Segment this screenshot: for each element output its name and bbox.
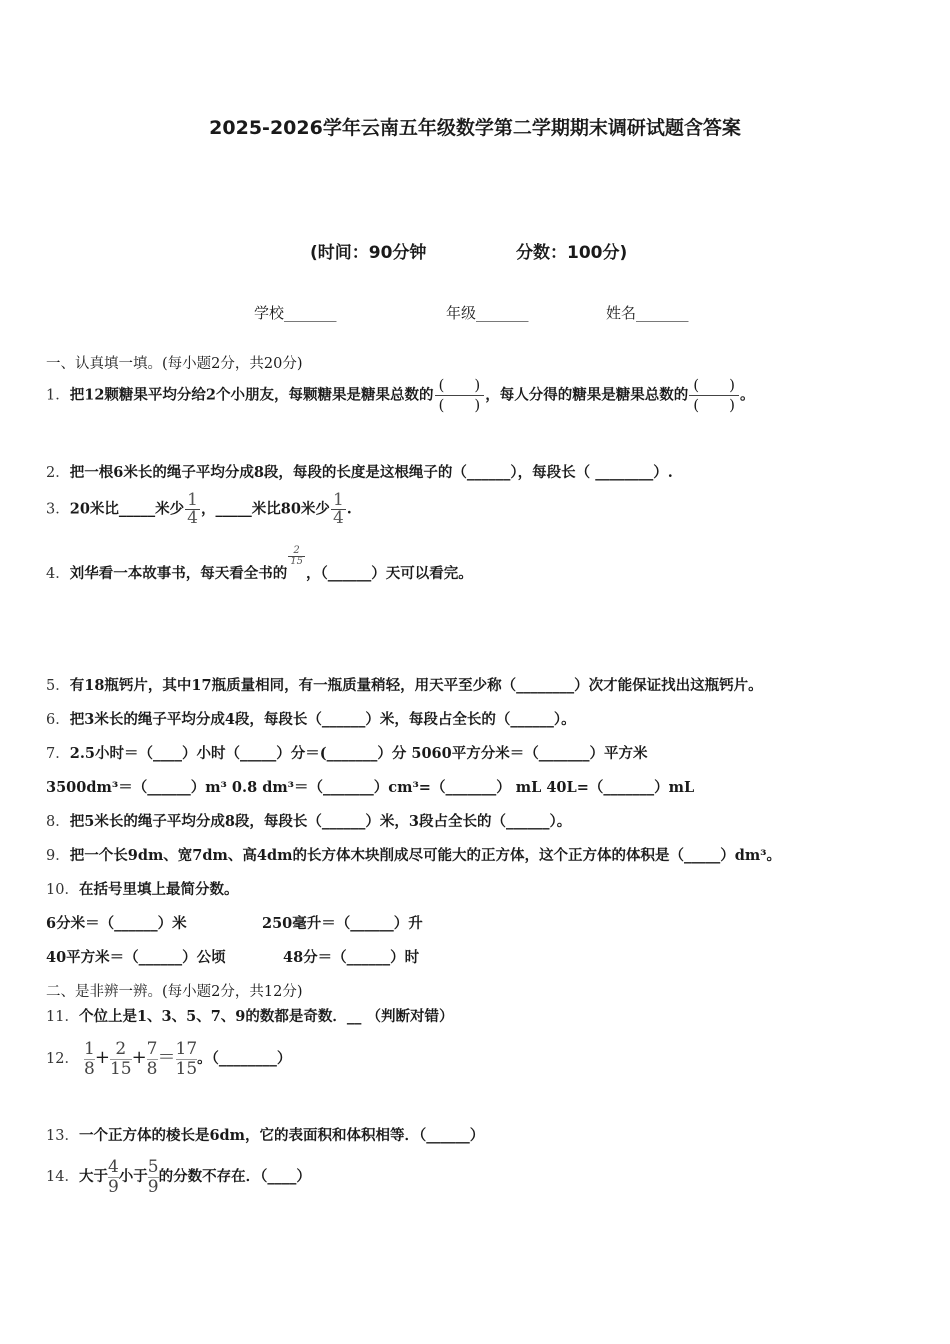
question-number: 3． <box>46 501 70 518</box>
question-text: 个位上是1、3、5、7、9的数都是奇数．__ （判断对错） <box>78 1008 454 1025</box>
question-3 <box>46 492 352 527</box>
question-number: 7． <box>46 746 70 762</box>
numerator: 17 <box>175 1039 198 1059</box>
numerator: 1 <box>332 490 344 510</box>
question-text: 一个正方体的棱长是6dm，它的表面积和体积相等．（______） <box>78 1127 485 1144</box>
question-1 <box>46 376 754 415</box>
denominator: 4 <box>187 508 198 528</box>
question-10-a: 6分米＝（______）米 <box>46 915 187 932</box>
question-text: 20米比_____米少 <box>69 500 185 518</box>
question-text: 。（________） <box>197 1050 292 1068</box>
question-text: 2.5小时＝（____）小时（_____）分＝(_______）分 5060平方分米＝（_______）平方米 <box>69 745 648 762</box>
question-7-line-2 <box>46 776 694 797</box>
question-number: 14． <box>46 1169 79 1186</box>
question-5 <box>46 674 763 695</box>
question-number: 5． <box>46 678 70 694</box>
question-14 <box>46 1158 311 1196</box>
plus-sign: + <box>94 1047 110 1069</box>
question-9 <box>46 844 781 865</box>
numerator: 2 <box>115 1039 127 1059</box>
fraction-one-quarter <box>331 492 346 527</box>
question-10-d: 48分＝（______）时 <box>283 949 420 966</box>
blank-denominator: ( ) <box>435 395 485 415</box>
plus-sign: + <box>131 1047 147 1069</box>
denominator: 9 <box>147 1176 159 1197</box>
fraction-seven-eighths <box>147 1040 158 1078</box>
question-text: 把一个长9dm、宽7dm、高4dm的长方体木块削成尽可能大的正方体，这个正方体的体积是（_____）dm³。 <box>69 847 782 864</box>
question-number: 11． <box>46 1009 79 1025</box>
numerator: 7 <box>146 1039 158 1059</box>
question-10-b: 250毫升＝（______）升 <box>262 915 423 932</box>
question-text: 有18瓶钙片，其中17瓶质量相同，有一瓶质量稍轻，用天平至少称（________）次才能保证找出这瓶钙片。 <box>69 677 763 694</box>
fraction-two-fifteenths <box>110 1040 132 1078</box>
fraction-seventeen-fifteenths <box>176 1040 198 1078</box>
exam-time: (时间：90分钟 <box>310 243 427 263</box>
question-text: 把3米长的绳子平均分成4段，每段长（______）米，每段占全长的（______）。 <box>69 711 576 728</box>
question-11 <box>46 1005 453 1026</box>
question-text: 把12颗糖果平均分给2个小朋友，每颗糖果是糖果总数的 <box>69 386 434 404</box>
question-text: 大于 <box>78 1168 108 1186</box>
question-text: 刘华看一本故事书，每天看全书的 <box>69 565 288 582</box>
question-number: 4． <box>46 566 70 582</box>
question-number: 12． <box>46 1051 79 1068</box>
question-text: 把一根6米长的绳子平均分成8段，每段的长度是这根绳子的（______），每段长（ ________）. <box>69 464 673 481</box>
name-field[interactable]: 姓名_______ <box>606 304 689 322</box>
question-text: 3500dm³＝（______）m³ 0.8 dm³＝（_______）cm³=（_______） mL 40L=（_______）mL <box>46 779 695 796</box>
grade-field[interactable]: 年级_______ <box>446 304 529 322</box>
section-1-heading: 一、认真填一填。(每小题2分，共20分) <box>46 356 303 372</box>
question-2 <box>46 461 673 482</box>
fraction-five-ninths <box>148 1158 159 1196</box>
question-7 <box>46 742 647 763</box>
question-text: . <box>346 500 352 518</box>
question-number: 6． <box>46 712 70 728</box>
question-number: 1． <box>46 387 70 404</box>
question-text: ，每人分得的糖果是糖果总数的 <box>485 386 689 404</box>
question-text: 。 <box>739 386 755 404</box>
question-number: 8． <box>46 814 70 830</box>
numerator: 4 <box>107 1157 119 1177</box>
denominator: 4 <box>332 508 344 528</box>
blank-fraction[interactable] <box>689 376 739 415</box>
denominator: 15 <box>290 555 303 567</box>
question-4 <box>46 544 473 585</box>
question-6 <box>46 708 576 729</box>
question-10 <box>46 878 238 899</box>
question-10-c: 40平方米＝（______）公顷 <box>46 949 226 966</box>
question-text: 把5米长的绳子平均分成8段，每段长（______）米，3段占全长的（______）。 <box>69 813 572 830</box>
question-text: ，_____米比80米少 <box>201 500 330 518</box>
question-8 <box>46 810 571 831</box>
blank-fraction[interactable] <box>435 376 485 415</box>
question-number: 10． <box>46 882 79 898</box>
fraction-one-quarter <box>185 492 200 527</box>
question-text: ，（______）天可以看完。 <box>305 565 473 582</box>
numerator: 1 <box>187 490 198 510</box>
denominator: 9 <box>107 1176 119 1197</box>
blank-numerator: ( ) <box>438 376 481 394</box>
question-text: 小于 <box>118 1168 148 1186</box>
fraction-two-fifteenths <box>288 546 305 567</box>
question-13 <box>46 1124 484 1145</box>
denominator: 15 <box>109 1058 132 1079</box>
question-text: 在括号里填上最简分数。 <box>78 881 239 898</box>
school-field[interactable]: 学校_______ <box>254 304 337 322</box>
equals-sign: ＝ <box>157 1047 176 1069</box>
question-number: 9． <box>46 848 70 864</box>
question-12 <box>46 1040 291 1078</box>
blank-numerator: ( ) <box>693 376 735 394</box>
question-text: 的分数不存在．（____） <box>158 1168 311 1186</box>
fraction-one-eighth <box>84 1040 95 1078</box>
blank-denominator: ( ) <box>689 395 739 415</box>
page-title: 2025-2026学年云南五年级数学第二学期期末调研试题含答案 <box>209 117 741 139</box>
section-2-heading: 二、是非辨一辨。(每小题2分，共12分) <box>46 984 303 1000</box>
question-number: 13． <box>46 1128 79 1144</box>
question-number: 2． <box>46 465 70 481</box>
numerator: 2 <box>293 544 300 556</box>
numerator: 5 <box>147 1157 159 1177</box>
numerator: 1 <box>84 1039 95 1059</box>
denominator: 8 <box>146 1058 158 1079</box>
fraction-four-ninths <box>108 1158 119 1196</box>
denominator: 15 <box>175 1058 198 1079</box>
exam-score: 分数：100分) <box>516 243 628 263</box>
denominator: 8 <box>84 1058 95 1079</box>
